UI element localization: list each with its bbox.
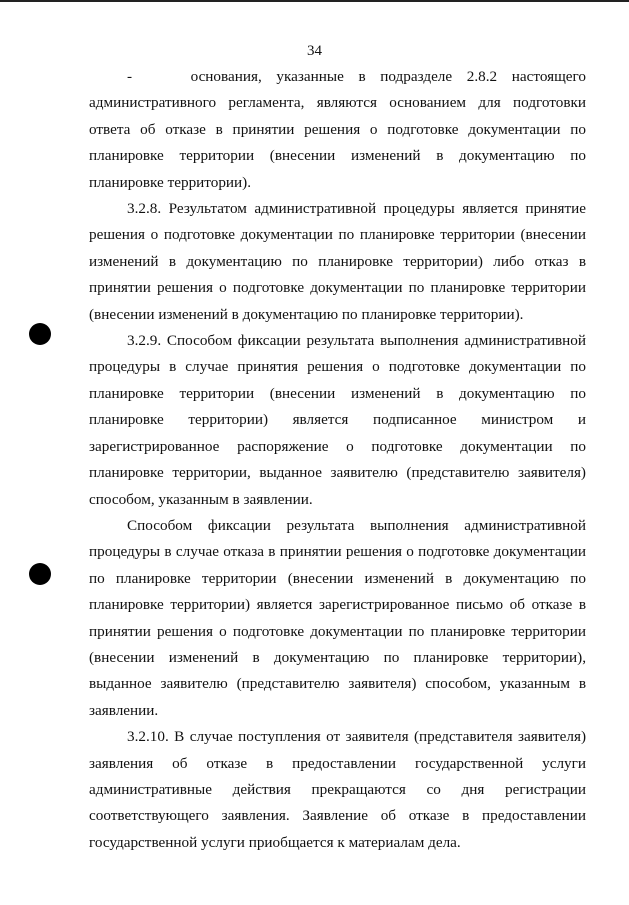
document-body (89, 64, 586, 856)
punch-hole (29, 323, 51, 345)
page-number: 34 (307, 43, 322, 59)
paragraph-3-2-10: 3.2.10. В случае поступления от заявителя (представителя заявителя) заявления об отказе в предоставлении государственной услуги административные действия прекращаются со дня регистрации соответствующего заявления. Заявление об отказе в предоставлении государственной услуги приобщается к материалам дела. (89, 728, 586, 851)
punch-hole (29, 563, 51, 585)
paragraph-fixation-refusal: Способом фиксации результата выполнения административной процедуры в случае отказа в принятии решения о подготовке документации по планировке территории (внесении изменений в документацию по планировке территории) является зарегистрированное письмо об отказе в принятии решения о подготовке документации по планировке территории (внесении изменений в документацию по планировке территории), выданное заявителю (представителю заявителя) способом, указанным в заявлении. (89, 516, 586, 719)
scan-edge (0, 0, 629, 2)
paragraph-dash-item: - основания, указанные в подразделе 2.8.2 настоящего административного регламента, являются основанием для подготовки ответа об отказе в принятии решения о подготовке документации по планировке территории (внесении изменений в документацию по планировке территории). (89, 68, 586, 191)
paragraph-3-2-8: 3.2.8. Результатом административной процедуры является принятие решения о подготовке документации по планировке территории (внесении изменений в документацию по планировке территории) либо отказ в принятии решения о подготовке документации по планировке территории (внесении изменений в документацию по планировке территории). (89, 200, 586, 323)
paragraph-3-2-9: 3.2.9. Способом фиксации результата выполнения административной процедуры в случае принятия решения о подготовке документации по планировке территории (внесении изменений в документацию по планировке территории) является подписанное министром и зарегистрированное распоряжение о подготовке документации по планировке территории, выданное заявителю (представителю заявителя) способом, указанным в заявлении. (89, 332, 586, 508)
